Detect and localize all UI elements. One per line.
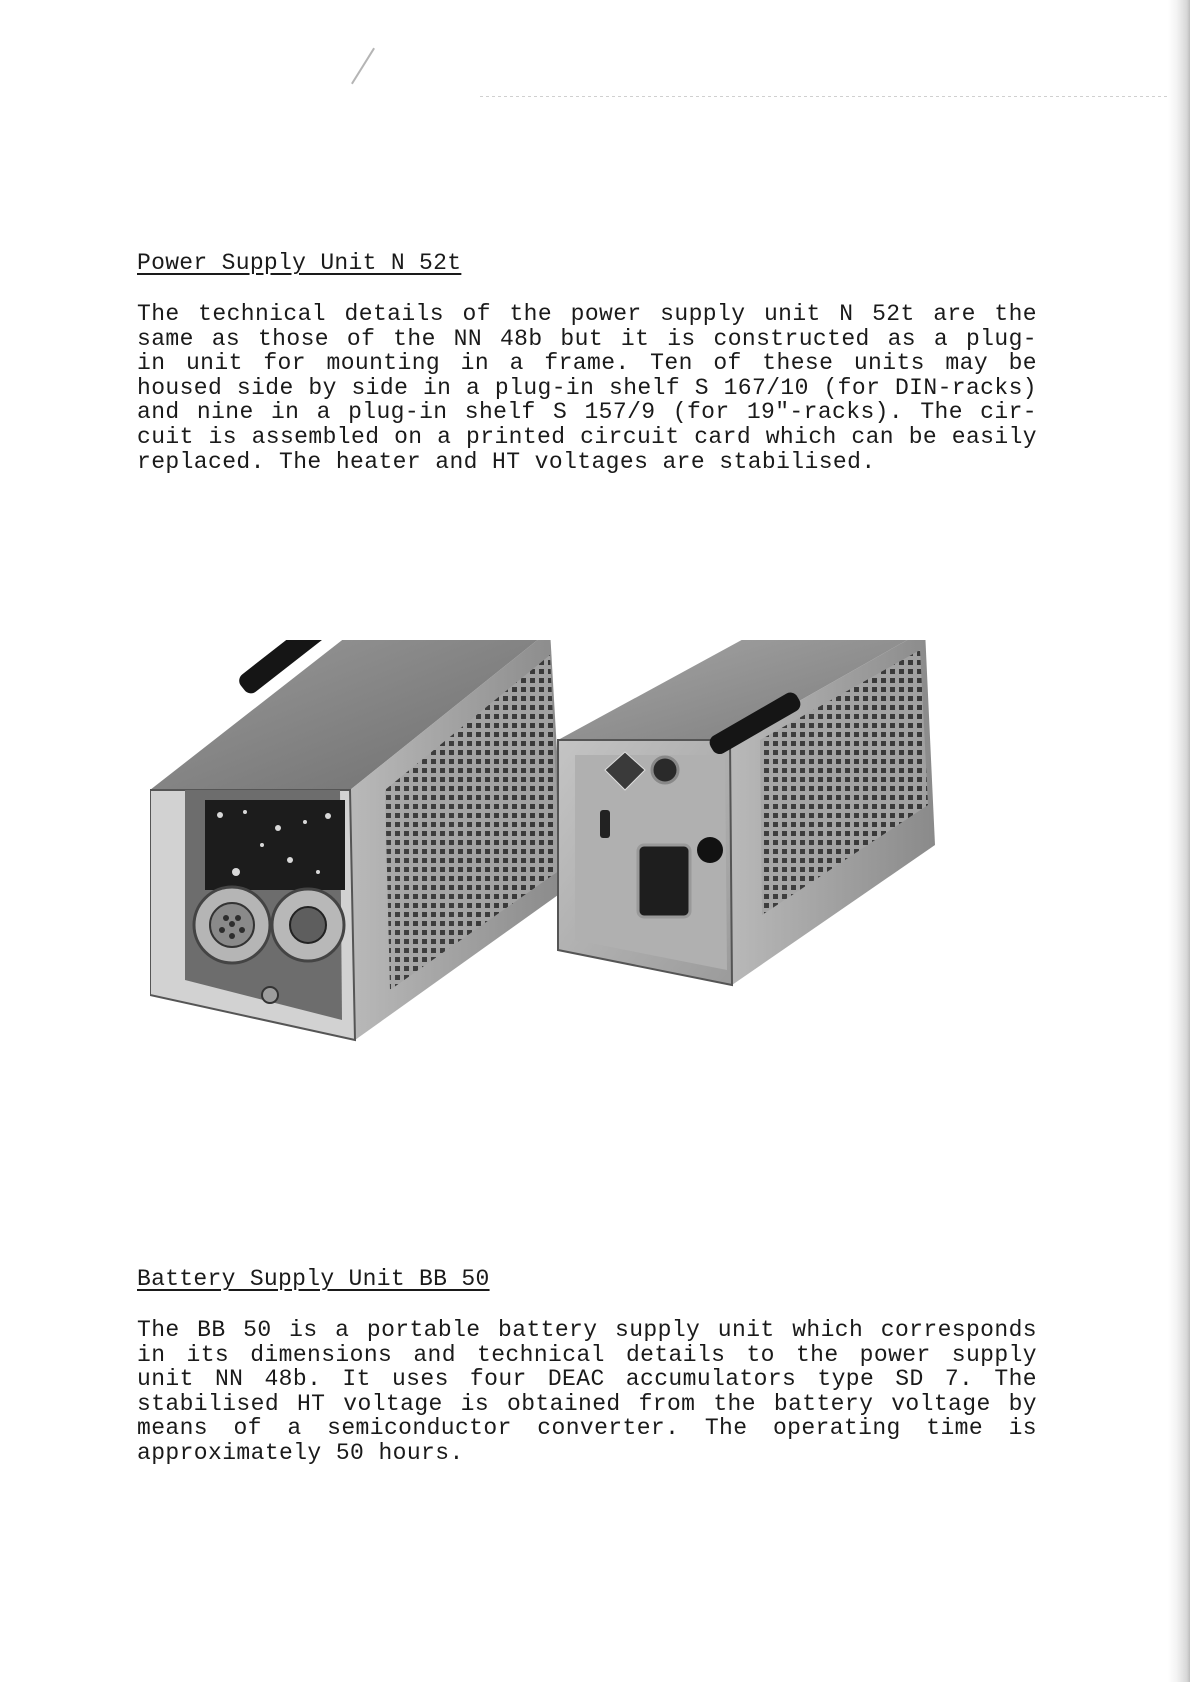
text-line: unit NN 48b. It uses four DEAC accumulators type SD 7. The	[137, 1366, 1037, 1393]
text-line: housed side by side in a plug-in shelf S 167/10 (for DIN-racks)	[137, 374, 1037, 401]
paragraph-power-supply	[137, 302, 1037, 474]
unit-bb50-front	[558, 640, 935, 985]
text-line: in its dimensions and technical details to the power supply	[137, 1341, 1037, 1368]
text-line: approximately 50 hours.	[137, 1439, 464, 1466]
unit-n52t-front	[150, 640, 565, 1040]
text-line: The BB 50 is a portable battery supply unit which corresponds	[137, 1317, 1037, 1343]
section-heading-battery-supply: Battery Supply Unit BB 50	[137, 1266, 490, 1292]
scan-artifact-line	[480, 96, 1170, 97]
pencil-stroke-mark	[351, 48, 375, 85]
paragraph-battery-supply	[137, 1318, 1037, 1466]
text-line: and nine in a plug-in shelf S 157/9 (for 19"-racks). The cir-	[137, 399, 1037, 426]
text-line: cuit is assembled on a printed circuit card which can be easily	[137, 423, 1037, 450]
page-edge-shadow	[1168, 0, 1190, 1682]
power-supply-units-photo	[150, 640, 1000, 1060]
text-line: The technical details of the power supply unit N 52t are the	[137, 301, 1037, 327]
text-line: means of a semiconductor converter. The operating time is	[137, 1415, 1037, 1442]
text-line: in unit for mounting in a frame. Ten of these units may be	[137, 350, 1037, 377]
text-line: replaced. The heater and HT voltages are stabilised.	[137, 448, 876, 475]
text-line: same as those of the NN 48b but it is constructed as a plug-	[137, 325, 1037, 352]
text-line: stabilised HT voltage is obtained from the battery voltage by	[137, 1390, 1037, 1417]
section-heading-power-supply: Power Supply Unit N 52t	[137, 250, 462, 276]
